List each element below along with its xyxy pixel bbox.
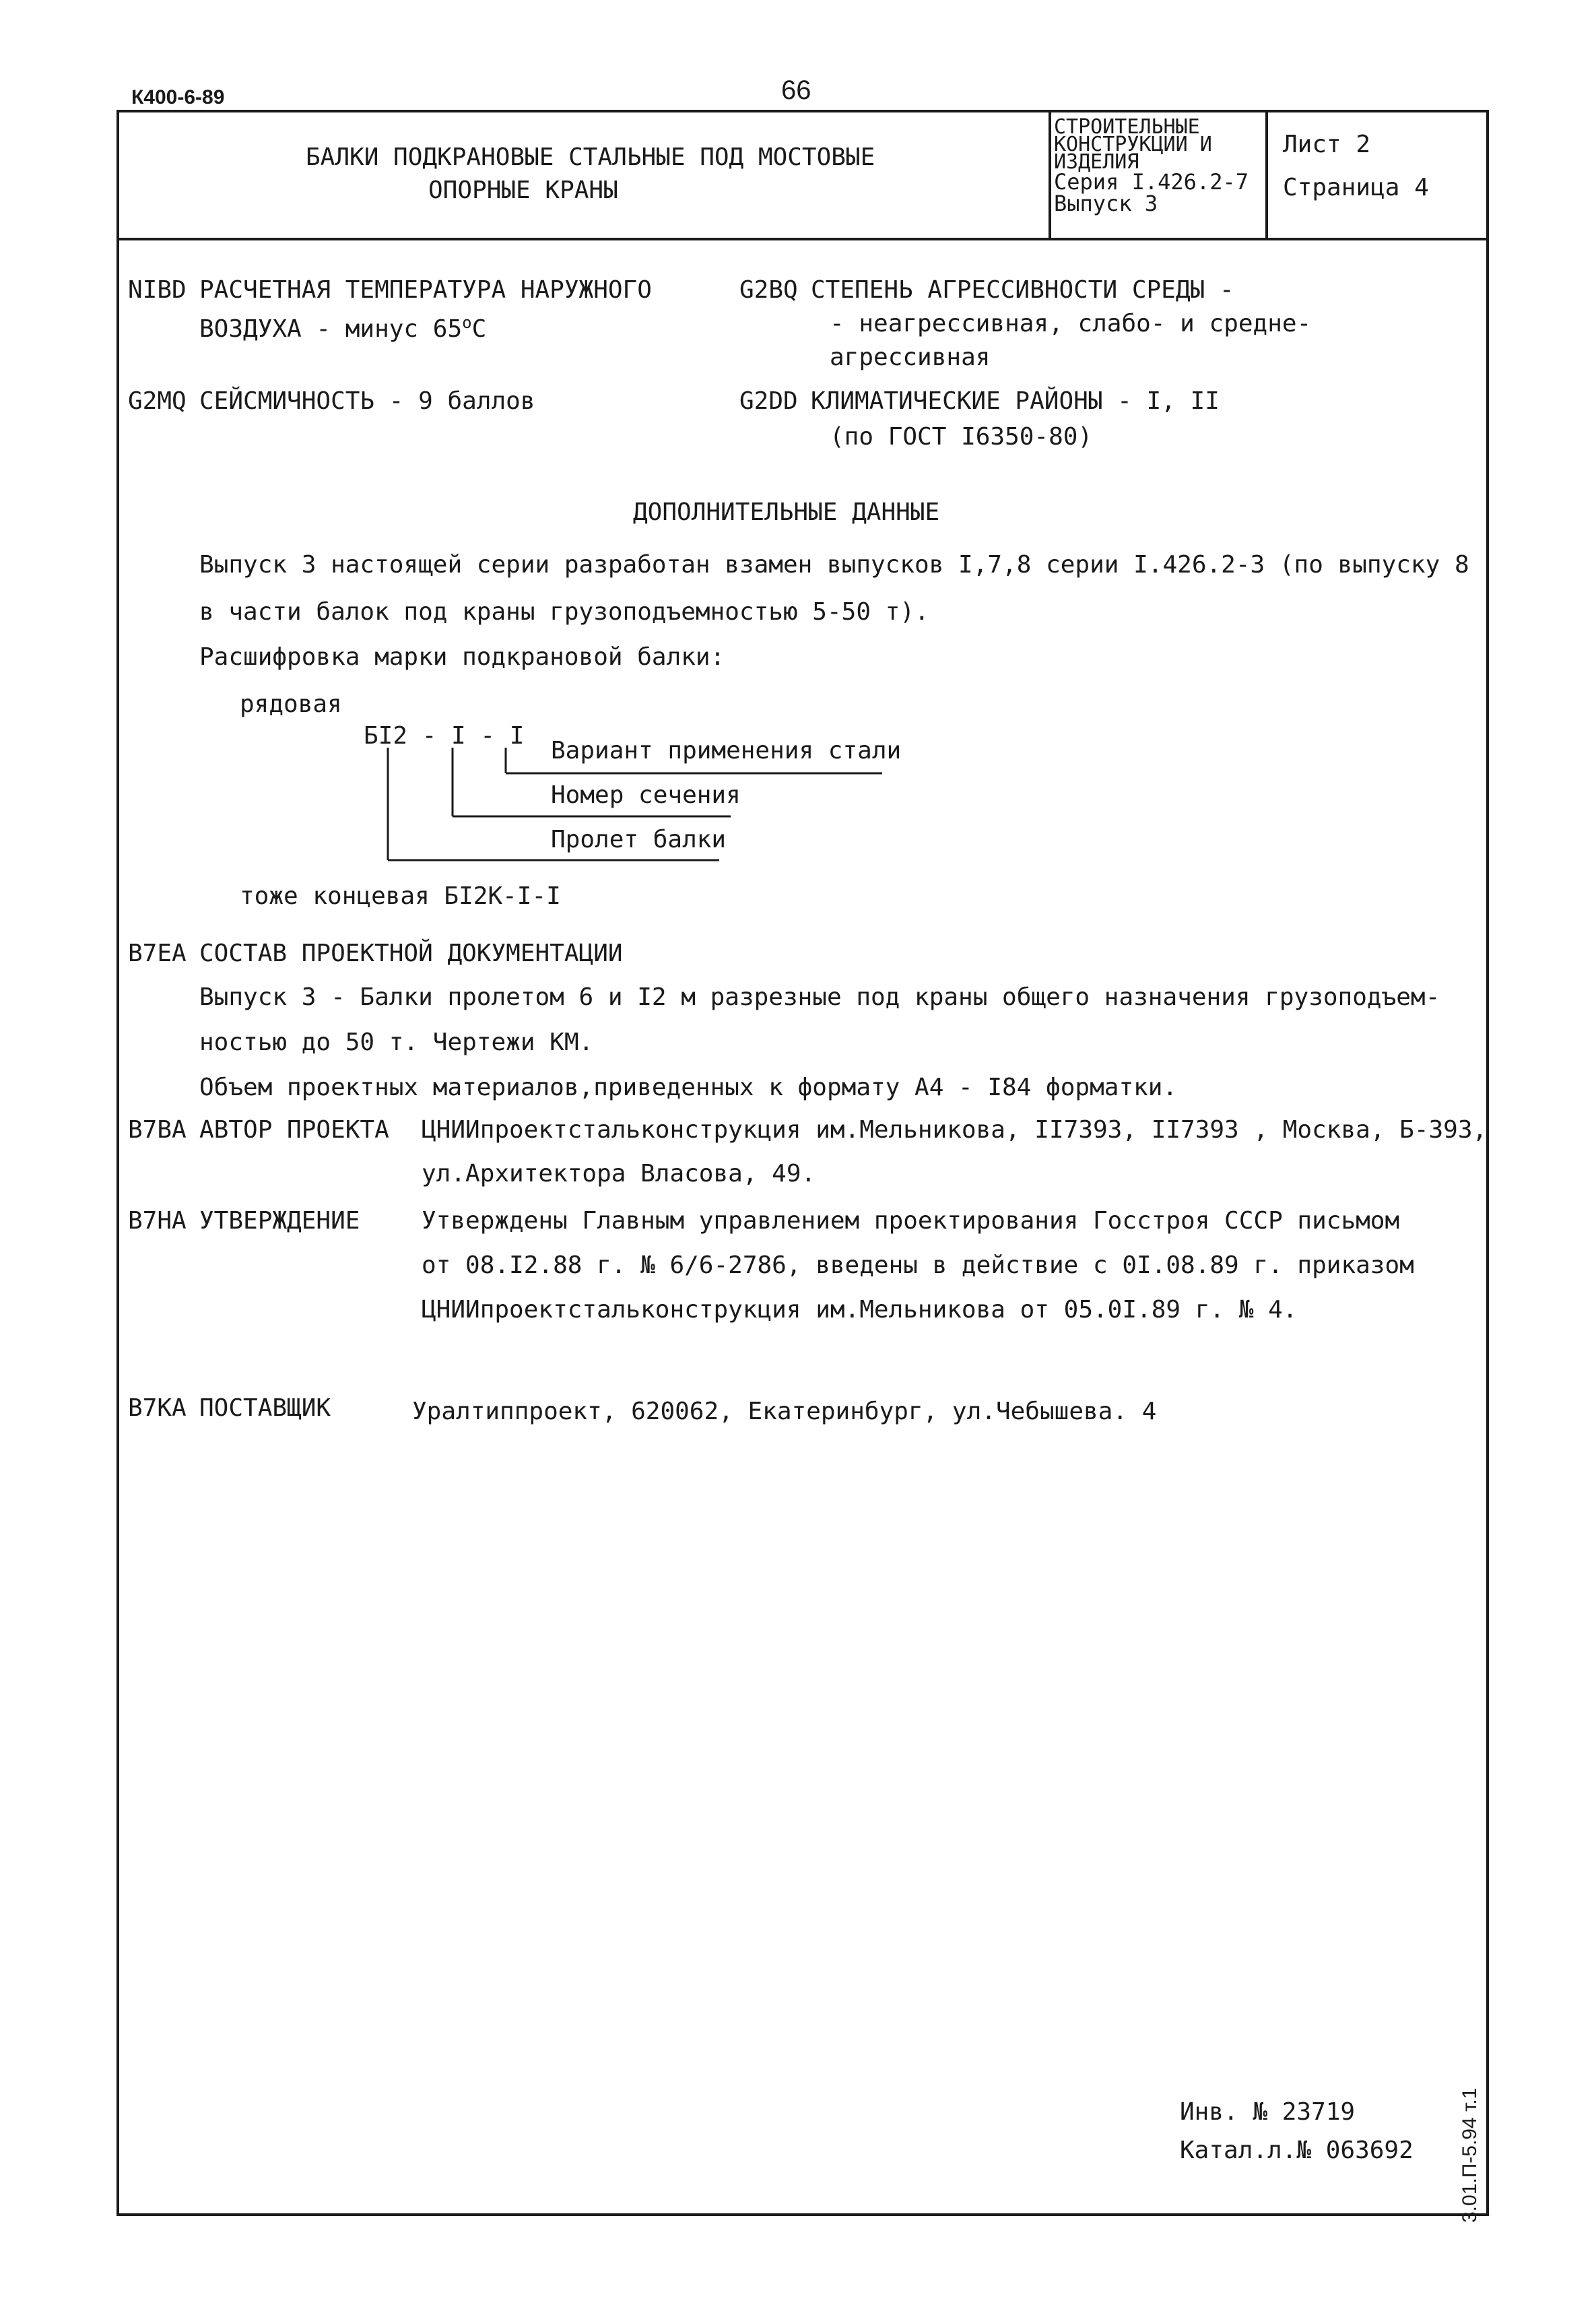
degree-mark: о bbox=[462, 313, 472, 332]
b7ka-label: ПОСТАВЩИК bbox=[199, 1394, 331, 1422]
g2bq-line-3: агрессивная bbox=[830, 344, 991, 371]
series-line-5: Выпуск 3 bbox=[1054, 191, 1158, 216]
g2dd-code: G2DD bbox=[739, 387, 798, 415]
g2mq-text: СЕЙСМИЧНОСТЬ - 9 баллов bbox=[199, 387, 535, 415]
b7ea-line-2: ностью до 50 т. Чертежи КМ. bbox=[199, 1029, 594, 1056]
b7ka-text: Уралтиппроект, 620062, Екатеринбург, ул.Чебышева. 4 bbox=[412, 1398, 1157, 1425]
end-beam-mark: тоже концевая БI2К-I-I bbox=[240, 882, 561, 910]
b7ba-label: АВТОР ПРОЕКТА bbox=[199, 1116, 389, 1144]
b7ha-line-2: от 08.I2.88 г. № 6/6-2786, введены в действие с 0I.08.89 г. приказом bbox=[422, 1251, 1414, 1279]
b7ha-label: УТВЕРЖДЕНИЕ bbox=[199, 1207, 360, 1235]
b7ea-code: B7EA bbox=[128, 940, 187, 967]
n1bd-line-1: РАСЧЕТНАЯ ТЕМПЕРАТУРА НАРУЖНОГО bbox=[199, 276, 652, 304]
n1bd-line-2-text: ВОЗДУХА - минус 65 bbox=[199, 315, 463, 343]
beam-mark: БI2 - I - I bbox=[364, 722, 525, 750]
b7ea-line-1: Выпуск 3 - Балки пролетом 6 и I2 м разрезные под краны общего назначения грузоподъем- bbox=[199, 983, 1440, 1011]
document-code: К400-6-89 bbox=[131, 86, 225, 108]
b7ea-line-3: Объем проектных материалов,приведенных к формату А4 - I84 форматки. bbox=[199, 1074, 1178, 1101]
inventory-number: Инв. № 23719 bbox=[1180, 2098, 1356, 2126]
b7ba-line-2: ул.Архитектора Власова, 49. bbox=[422, 1160, 816, 1187]
b7ka-code: B7KA bbox=[128, 1394, 187, 1422]
b7ha-line-3: ЦНИИпроектстальконструкция им.Мельникова от 05.0I.89 г. № 4. bbox=[422, 1296, 1298, 1324]
series-line-3: ИЗДЕЛИЯ bbox=[1054, 150, 1139, 174]
series-line-1: СТРОИТЕЛЬНЫЕ bbox=[1054, 115, 1200, 139]
n1bd-line-2-unit: С bbox=[471, 315, 487, 343]
decode-label: Расшифровка марки подкрановой балки: bbox=[199, 643, 725, 671]
sheet-label: Лист 2 bbox=[1283, 131, 1371, 158]
page-label: Страница 4 bbox=[1283, 174, 1429, 201]
n1bd-code: NIBD bbox=[128, 276, 187, 304]
legend-steel-variant: Вариант применения стали bbox=[551, 737, 902, 764]
b7ba-line-1: ЦНИИпроектстальконструкция им.Мельникова, II7393, II7393 , Москва, Б-393, bbox=[422, 1116, 1488, 1144]
b7ha-line-1: Утверждены Главным управлением проектирования Госстроя СССР письмом bbox=[422, 1207, 1400, 1235]
g2dd-line-2: (по ГОСТ I6350-80) bbox=[830, 423, 1093, 451]
row-beam-label: рядовая bbox=[240, 690, 342, 718]
additional-para-1-line-2: в части балок под краны грузоподъемностью 5-50 т). bbox=[199, 598, 929, 626]
g2bq-line-2: - неагрессивная, слабо- и средне- bbox=[830, 310, 1312, 337]
b7ba-code: B7BA bbox=[128, 1116, 187, 1144]
document-title-line-1: БАЛКИ ПОДКРАНОВЫЕ СТАЛЬНЫЕ ПОД МОСТОВЫЕ bbox=[306, 143, 875, 171]
g2bq-code: G2BQ bbox=[739, 276, 798, 304]
series-line-2: КОНСТРУКЦИИ И bbox=[1054, 133, 1212, 156]
g2bq-line-1: СТЕПЕНЬ АГРЕССИВНОСТИ СРЕДЫ - bbox=[811, 276, 1234, 304]
legend-beam-span: Пролет балки bbox=[551, 826, 727, 853]
additional-heading: ДОПОЛНИТЕЛЬНЫЕ ДАННЫЕ bbox=[633, 498, 940, 526]
catalogue-sheet-number: Катал.л.№ 063692 bbox=[1180, 2137, 1414, 2164]
b7ha-code: B7HA bbox=[128, 1207, 187, 1235]
page-number: 66 bbox=[781, 75, 811, 105]
document-title-line-2: ОПОРНЫЕ КРАНЫ bbox=[428, 176, 618, 204]
g2mq-code: G2MQ bbox=[128, 387, 187, 415]
series-line-4: Серия I.426.2-7 bbox=[1054, 169, 1249, 195]
g2dd-line-1: КЛИМАТИЧЕСКИЕ РАЙОНЫ - I, II bbox=[811, 387, 1220, 415]
side-stamp: 3.01.П-5.94 т.1 bbox=[1459, 2087, 1481, 2223]
additional-para-1-line-1: Выпуск 3 настоящей серии разработан взамен выпусков I,7,8 серии I.426.2-3 (по выпуску 8 bbox=[199, 551, 1469, 579]
legend-section-number: Номер сечения bbox=[551, 781, 741, 809]
b7ea-heading: СОСТАВ ПРОЕКТНОЙ ДОКУМЕНТАЦИИ bbox=[199, 940, 623, 967]
